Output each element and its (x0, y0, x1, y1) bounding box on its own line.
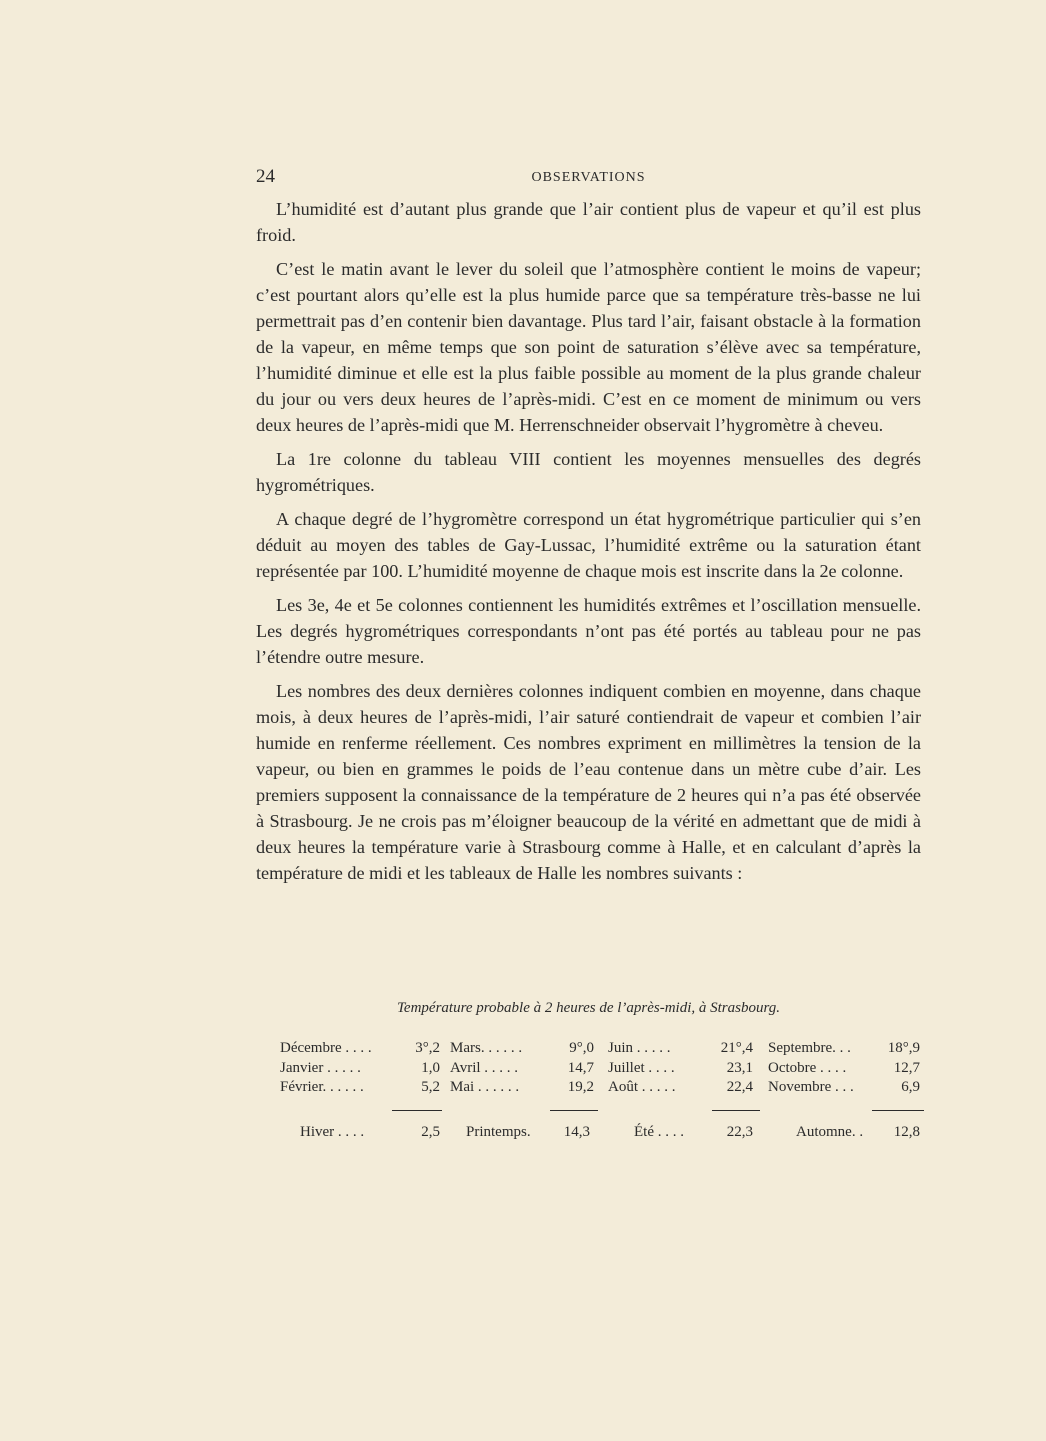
paragraph: La 1re colonne du tableau VIII contient les moyennes mensuelles des degrés hygrométriques. (256, 449, 921, 495)
season-value: 14,3 (563, 1124, 590, 1140)
month-name: Avril . . . . . (450, 1059, 519, 1076)
month-value: 19,2 (567, 1079, 594, 1095)
table-row (278, 1079, 928, 1099)
table-row (278, 1040, 928, 1060)
sum-rule (550, 1110, 598, 1111)
month-value: 9°,0 (569, 1040, 594, 1056)
month-name: Août . . . . . (608, 1079, 676, 1095)
month-name: Décembre . . . . (280, 1040, 372, 1056)
month-name: Septembre. . . (768, 1040, 851, 1056)
sum-rule (712, 1110, 760, 1111)
month-value: 1,0 (421, 1059, 440, 1076)
month-value: 14,7 (567, 1059, 594, 1076)
season-name: Automne. . (796, 1124, 864, 1140)
page-number: 24 (256, 166, 275, 187)
season-value: 2,5 (421, 1124, 440, 1140)
month-value: 12,7 (893, 1059, 920, 1076)
month-name: Mai . . . . . . (450, 1079, 520, 1095)
month-name: Novembre . . . (768, 1079, 854, 1095)
season-row (278, 1124, 928, 1144)
month-value: 23,1 (726, 1059, 753, 1076)
month-value: 5,2 (421, 1079, 440, 1095)
month-value: 21°,4 (720, 1040, 753, 1056)
month-name: Octobre . . . . (768, 1059, 847, 1076)
season-value: 12,8 (893, 1124, 920, 1140)
month-name: Février. . . . . . (280, 1079, 364, 1095)
season-name: Hiver . . . . (300, 1124, 365, 1140)
paragraph: C’est le matin avant le lever du soleil que l’atmosphère contient le moins de vapeur; c’est pourtant alors qu’elle est la plus humide parce que sa température très-basse ne lui permettrait pas d’en contenir bien davantage. Plus tard l’air, faisant obstacle à la formation de la vapeur, en même temps que son point de saturation s’élève avec sa température, l’humidité diminue et elle est la plus faible possible au moment de la plus grande chaleur du jour ou vers deux heures de l’après-midi. C’est en ce moment de minimum ou vers deux heures de l’après-midi que M. Herrenschneider observait l’hygromètre à cheveu. (256, 259, 921, 435)
month-value: 3°,2 (415, 1040, 440, 1056)
season-name: Printemps. (466, 1124, 531, 1140)
paragraph: Les nombres des deux dernières colonnes indiquent combien en moyenne, dans chaque mois, à deux heures de l’après-midi, l’air saturé contiendrait de vapeur et combien l’air humide en renferme réellement. Ces nombres expriment en millimètres la tension de la vapeur, ou bien en grammes le poids de l’eau contenue dans un mètre cube d’air. Les premiers supposent la connaissance de la température de 2 heures qui n’a pas été observée à Strasbourg. Je ne crois pas m’éloigner beaucoup de la vérité en admettant que de midi à deux heures la température varie à Strasbourg comme à Halle, et en calculant d’après la température de midi et les tableaux de Halle les nombres suivants : (256, 681, 921, 883)
page-header (256, 166, 921, 190)
month-value: 22,4 (726, 1079, 753, 1095)
month-name: Janvier . . . . . (280, 1059, 361, 1076)
paragraph: Les 3e, 4e et 5e colonnes contiennent les humidités extrêmes et l’oscillation mensuelle. Les degrés hygrométriques correspondants n’ont pas été portés au tableau pour ne pas l’étendre outre mesure. (256, 595, 921, 667)
season-name: Été . . . . (634, 1124, 684, 1140)
paragraph: L’humidité est d’autant plus grande que l’air contient plus de vapeur et qu’il est plus froid. (256, 199, 921, 245)
month-name: Mars. . . . . . (450, 1040, 523, 1056)
paragraph: A chaque degré de l’hygromètre correspond un état hygrométrique particulier qui s’en déduit au moyen des tables de Gay-Lussac, l’humidité extrême ou la saturation étant représentée par 100. L’humidité moyenne de chaque mois est inscrite dans la 2e colonne. (256, 509, 921, 581)
sum-rule (392, 1110, 442, 1111)
body-text (256, 196, 921, 894)
table-row (278, 1060, 928, 1080)
month-value: 6,9 (901, 1079, 920, 1095)
season-value: 22,3 (726, 1124, 753, 1140)
running-title: OBSERVATIONS (531, 170, 646, 185)
table-caption: Température probable à 2 heures de l’après-midi, à Strasbourg. (396, 1000, 781, 1016)
month-name: Juin . . . . . (608, 1040, 671, 1056)
month-name: Juillet . . . . (608, 1059, 675, 1076)
sum-rule (872, 1110, 924, 1111)
temperature-table (278, 1040, 928, 1099)
month-value: 18°,9 (887, 1040, 920, 1056)
